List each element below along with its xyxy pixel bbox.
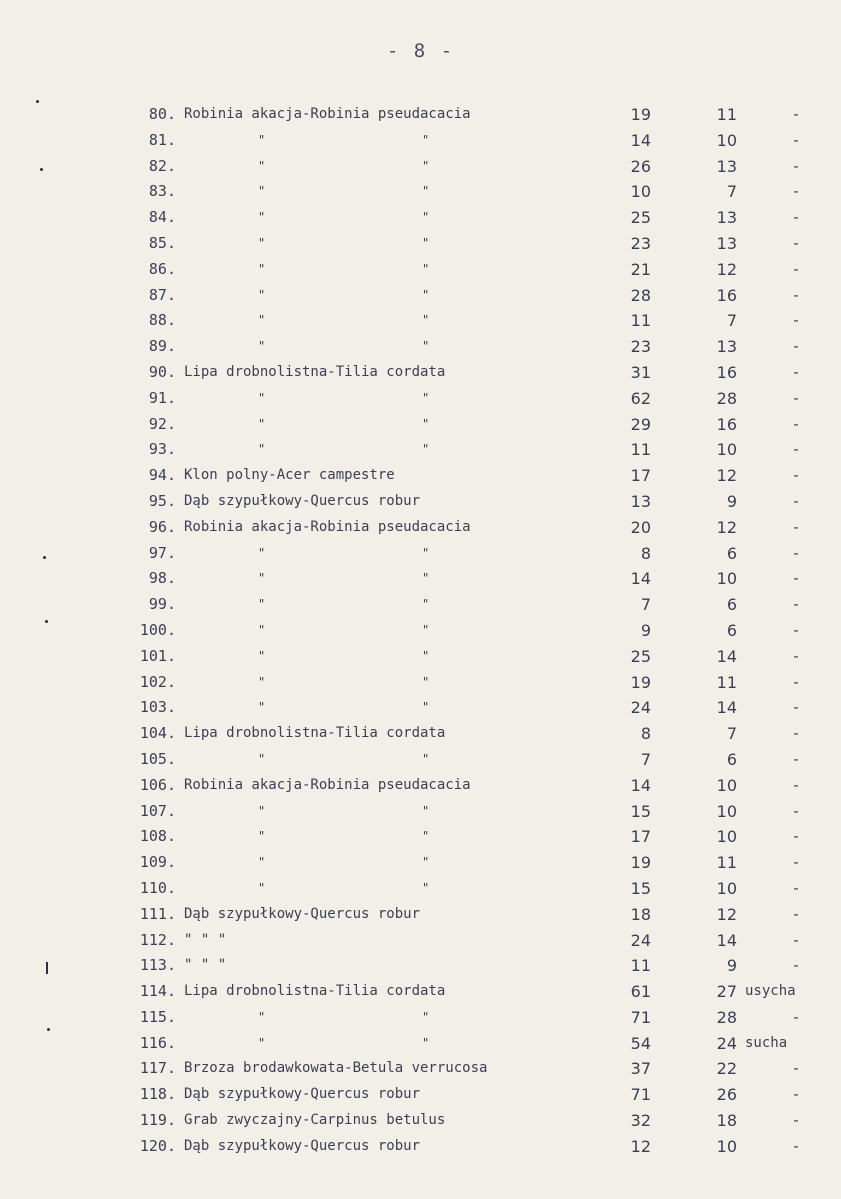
tree-table [0, 102, 841, 1160]
value-col-2: 10 [716, 1136, 737, 1156]
value-col-2: 14 [716, 646, 737, 666]
remark: - [791, 904, 801, 923]
remark: - [791, 595, 801, 614]
value-col-1: 11 [630, 311, 651, 331]
table-row [0, 670, 841, 696]
value-col-1: 17 [630, 466, 651, 486]
row-number: 80. [148, 105, 176, 123]
value-col-1: 13 [630, 491, 651, 511]
value-col-1: 8 [640, 543, 651, 563]
table-row [0, 824, 841, 850]
value-col-2: 11 [716, 105, 737, 124]
table-row [0, 334, 841, 360]
value-col-1: 11 [630, 440, 651, 460]
value-col-1: 29 [630, 414, 651, 434]
table-row [0, 179, 841, 205]
table-row [0, 1082, 841, 1108]
row-number: 84. [148, 208, 176, 227]
ditto-mark: " [258, 313, 266, 328]
ditto-mark: " [258, 880, 266, 895]
remark: - [791, 1136, 801, 1155]
species-name: Dąb szypułkowy-Quercus robur [184, 1137, 421, 1154]
row-number: 92. [148, 414, 176, 433]
ditto-mark: " [422, 132, 430, 147]
value-col-2: 26 [716, 1085, 737, 1105]
table-row [0, 489, 841, 515]
ditto-mark: " [422, 829, 430, 844]
value-col-1: 23 [630, 233, 651, 253]
remark: - [791, 1111, 801, 1130]
row-number: 100. [139, 620, 176, 639]
ditto-mark: " [422, 1009, 430, 1024]
row-number: 110. [139, 878, 176, 897]
row-number: 83. [148, 182, 176, 201]
value-col-2: 13 [716, 156, 737, 176]
remark: - [791, 156, 801, 175]
row-number: 85. [148, 233, 176, 252]
remark: usycha [745, 983, 796, 1000]
value-col-1: 61 [630, 982, 651, 1002]
value-col-2: 10 [716, 440, 737, 460]
value-col-1: 21 [630, 259, 651, 279]
row-number: 88. [148, 311, 176, 330]
value-col-2: 16 [716, 285, 737, 305]
table-row [0, 463, 841, 489]
value-col-1: 26 [630, 156, 651, 176]
value-col-2: 11 [716, 672, 737, 692]
value-col-2: 6 [726, 620, 737, 640]
table-row [0, 102, 841, 128]
remark: - [791, 724, 801, 743]
row-number: 111. [139, 904, 176, 923]
value-col-2: 10 [716, 130, 737, 150]
species-name: Lipa drobnolistna-Tilia cordata [184, 983, 446, 1000]
value-col-1: 71 [630, 1007, 651, 1027]
table-row [0, 283, 841, 309]
ditto-mark: " [258, 442, 266, 457]
ditto-mark: " [422, 287, 430, 302]
species-name: Robinia akacja-Robinia pseudacacia [184, 106, 471, 122]
remark: sucha [745, 1034, 788, 1051]
table-row [0, 928, 841, 954]
table-row [0, 876, 841, 902]
value-col-2: 12 [716, 904, 737, 924]
remark: - [791, 208, 801, 227]
value-col-1: 25 [630, 646, 651, 666]
ditto-mark: " [258, 803, 266, 818]
table-row [0, 205, 841, 231]
table-row [0, 902, 841, 928]
table-row [0, 644, 841, 670]
ditto-mark: " [422, 597, 430, 612]
value-col-2: 6 [726, 595, 737, 615]
table-row [0, 566, 841, 592]
remark: - [791, 620, 801, 639]
value-col-2: 7 [726, 182, 737, 202]
table-row [0, 154, 841, 180]
ditto-mark: " [422, 700, 430, 715]
value-col-1: 14 [630, 569, 651, 589]
row-number: 108. [139, 827, 176, 846]
remark: - [791, 311, 801, 330]
ditto-mark: " [422, 390, 430, 405]
value-col-2: 14 [716, 930, 737, 950]
value-col-1: 20 [630, 517, 651, 537]
value-col-1: 10 [630, 182, 651, 202]
table-row [0, 799, 841, 825]
ditto-mark: " [422, 339, 430, 354]
ditto-mark: " [258, 855, 266, 870]
remark: - [791, 259, 801, 278]
ditto-mark: " [258, 184, 266, 199]
species-name: Dąb szypułkowy-Quercus robur [184, 1086, 421, 1103]
row-number: 91. [148, 388, 176, 407]
species-name: Grab zwyczajny-Carpinus betulus [184, 1112, 446, 1129]
remark: - [791, 878, 801, 897]
value-col-1: 28 [630, 285, 651, 305]
value-col-2: 12 [716, 517, 737, 537]
table-row [0, 773, 841, 799]
ditto-mark: " [258, 132, 266, 147]
ditto-mark: " [258, 1009, 266, 1024]
ditto-mark: " [422, 261, 430, 276]
ditto-mark: " [422, 1035, 430, 1050]
value-col-2: 6 [726, 749, 737, 769]
value-col-1: 14 [630, 130, 651, 150]
value-col-2: 24 [716, 1033, 737, 1053]
species-name: Dąb szypułkowy-Quercus robur [184, 905, 421, 922]
ditto-mark: " [422, 622, 430, 637]
table-row [0, 437, 841, 463]
table-row [0, 231, 841, 257]
row-number: 94. [148, 466, 176, 485]
ditto-mark: " [422, 184, 430, 199]
row-number: 97. [148, 543, 176, 562]
value-col-2: 9 [726, 956, 737, 976]
row-number: 109. [139, 853, 176, 872]
table-row [0, 541, 841, 567]
species-name: " " " [184, 957, 227, 974]
remark: - [791, 466, 801, 485]
value-col-2: 11 [716, 853, 737, 873]
value-col-1: 7 [640, 749, 651, 769]
ditto-mark: " [422, 880, 430, 895]
ditto-mark: " [258, 210, 266, 225]
ditto-mark: " [258, 674, 266, 689]
value-col-2: 10 [716, 878, 737, 898]
table-row [0, 1031, 841, 1057]
value-col-1: 12 [630, 1136, 651, 1156]
value-col-1: 8 [640, 724, 651, 744]
species-name: Klon polny-Acer campestre [184, 467, 395, 484]
row-number: 86. [148, 259, 176, 278]
value-col-1: 14 [630, 775, 651, 795]
ditto-mark: " [422, 210, 430, 225]
remark: - [791, 491, 801, 510]
value-col-1: 15 [630, 801, 651, 821]
remark: - [791, 853, 801, 872]
value-col-1: 18 [630, 904, 651, 924]
remark: - [791, 414, 801, 433]
ditto-mark: " [258, 287, 266, 302]
value-col-1: 19 [630, 672, 651, 692]
value-col-2: 22 [716, 1059, 737, 1079]
value-col-1: 31 [630, 362, 651, 382]
table-row [0, 1056, 841, 1082]
value-col-2: 16 [716, 362, 737, 382]
ditto-mark: " [422, 571, 430, 586]
table-row [0, 979, 841, 1005]
value-col-1: 19 [630, 853, 651, 873]
row-number: 117. [139, 1059, 176, 1078]
ditto-mark: " [258, 597, 266, 612]
value-col-1: 54 [630, 1033, 651, 1053]
species-name: Robinia akacja-Robinia pseudacacia [184, 518, 471, 535]
ditto-mark: " [258, 339, 266, 354]
page-number: - 8 - [386, 40, 455, 62]
row-number: 98. [148, 569, 176, 588]
remark: - [791, 930, 801, 949]
value-col-2: 18 [716, 1111, 737, 1131]
remark: - [791, 517, 801, 536]
value-col-2: 10 [716, 827, 737, 847]
ditto-mark: " [258, 416, 266, 431]
ditto-mark: " [258, 622, 266, 637]
species-name: Lipa drobnolistna-Tilia cordata [184, 725, 446, 742]
remark: - [791, 1059, 801, 1078]
value-col-2: 7 [726, 311, 737, 331]
species-name: Brzoza brodawkowata-Betula verrucosa [184, 1060, 488, 1077]
value-col-2: 10 [716, 775, 737, 795]
value-col-2: 13 [716, 233, 737, 253]
table-row [0, 1134, 841, 1160]
species-name: Dąb szypułkowy-Quercus robur [184, 492, 421, 509]
ditto-mark: " [258, 751, 266, 766]
remark: - [791, 233, 801, 252]
value-col-2: 12 [716, 259, 737, 279]
remark: - [791, 362, 801, 381]
table-row [0, 850, 841, 876]
value-col-1: 23 [630, 337, 651, 357]
row-number: 96. [148, 517, 176, 536]
remark: - [791, 130, 801, 149]
ditto-mark: " [422, 803, 430, 818]
species-name: Lipa drobnolistna-Tilia cordata [184, 363, 446, 380]
ditto-mark: " [422, 416, 430, 431]
remark: - [791, 775, 801, 794]
value-col-2: 9 [726, 491, 737, 511]
ditto-mark: " [258, 261, 266, 276]
remark: - [791, 801, 801, 820]
ditto-mark: " [258, 235, 266, 250]
row-number: 93. [148, 440, 176, 459]
remark: - [791, 1007, 801, 1026]
table-row [0, 360, 841, 386]
remark: - [791, 285, 801, 304]
value-col-1: 62 [630, 388, 651, 408]
row-number: 120. [139, 1136, 176, 1155]
remark: - [791, 388, 801, 407]
value-col-2: 28 [716, 1007, 737, 1027]
value-col-2: 13 [716, 337, 737, 357]
value-col-2: 6 [726, 543, 737, 563]
remark: - [791, 698, 801, 717]
table-row [0, 592, 841, 618]
table-row [0, 257, 841, 283]
value-col-2: 7 [726, 724, 737, 744]
value-col-1: 11 [630, 956, 651, 976]
value-col-1: 71 [630, 1085, 651, 1105]
row-number: 113. [139, 956, 176, 975]
row-number: 81. [148, 130, 176, 149]
remark: - [791, 569, 801, 588]
value-col-1: 7 [640, 595, 651, 615]
value-col-2: 12 [716, 466, 737, 486]
table-row [0, 308, 841, 334]
table-row [0, 953, 841, 979]
ditto-mark: " [258, 390, 266, 405]
row-number: 95. [148, 491, 176, 510]
remark: - [791, 1085, 801, 1104]
value-col-2: 13 [716, 208, 737, 228]
row-number: 102. [139, 672, 176, 691]
ditto-mark: " [258, 648, 266, 663]
row-number: 119. [139, 1111, 176, 1130]
remark: - [791, 337, 801, 356]
value-col-2: 16 [716, 414, 737, 434]
row-number: 87. [148, 285, 176, 304]
table-row [0, 386, 841, 412]
table-row [0, 412, 841, 438]
ditto-mark: " [258, 829, 266, 844]
value-col-1: 37 [630, 1059, 651, 1079]
table-row [0, 618, 841, 644]
value-col-1: 25 [630, 208, 651, 228]
ditto-mark: " [258, 700, 266, 715]
species-name: Robinia akacja-Robinia pseudacacia [184, 776, 471, 793]
ditto-mark: " [258, 158, 266, 173]
row-number: 116. [139, 1033, 176, 1052]
remark: - [791, 827, 801, 846]
table-row [0, 721, 841, 747]
value-col-1: 24 [630, 930, 651, 950]
row-number: 107. [139, 801, 176, 820]
row-number: 99. [148, 595, 176, 614]
row-number: 114. [139, 982, 176, 1001]
remark: - [791, 182, 801, 201]
row-number: 90. [148, 362, 176, 381]
value-col-2: 10 [716, 569, 737, 589]
value-col-1: 17 [630, 827, 651, 847]
row-number: 103. [139, 698, 176, 717]
row-number: 106. [139, 775, 176, 794]
ditto-mark: " [422, 674, 430, 689]
ditto-mark: " [422, 855, 430, 870]
value-col-2: 27 [716, 982, 737, 1002]
ditto-mark: " [422, 648, 430, 663]
ditto-mark: " [422, 235, 430, 250]
value-col-2: 10 [716, 801, 737, 821]
remark: - [791, 646, 801, 665]
remark: - [791, 672, 801, 691]
value-col-2: 28 [716, 388, 737, 408]
row-number: 118. [139, 1085, 176, 1104]
row-number: 89. [148, 337, 176, 356]
row-number: 105. [139, 749, 176, 768]
ditto-mark: " [422, 442, 430, 457]
ditto-mark: " [422, 545, 430, 560]
remark: - [791, 105, 801, 123]
ditto-mark: " [422, 158, 430, 173]
table-row [0, 1005, 841, 1031]
row-number: 101. [139, 646, 176, 665]
row-number: 82. [148, 156, 176, 175]
row-number: 115. [139, 1007, 176, 1026]
value-col-1: 15 [630, 878, 651, 898]
value-col-1: 19 [630, 105, 651, 124]
table-row [0, 695, 841, 721]
ditto-mark: " [258, 545, 266, 560]
remark: - [791, 440, 801, 459]
value-col-1: 24 [630, 698, 651, 718]
value-col-1: 32 [630, 1111, 651, 1131]
row-number: 104. [139, 724, 176, 743]
ditto-mark: " [258, 1035, 266, 1050]
remark: - [791, 749, 801, 768]
ditto-mark: " [258, 571, 266, 586]
row-number: 112. [139, 930, 176, 949]
table-row [0, 747, 841, 773]
ditto-mark: " [422, 751, 430, 766]
remark: - [791, 543, 801, 562]
table-row [0, 1108, 841, 1134]
ditto-mark: " [422, 313, 430, 328]
value-col-2: 14 [716, 698, 737, 718]
remark: - [791, 956, 801, 975]
species-name: " " " [184, 931, 227, 948]
table-row [0, 515, 841, 541]
value-col-1: 9 [640, 620, 651, 640]
table-row [0, 128, 841, 154]
